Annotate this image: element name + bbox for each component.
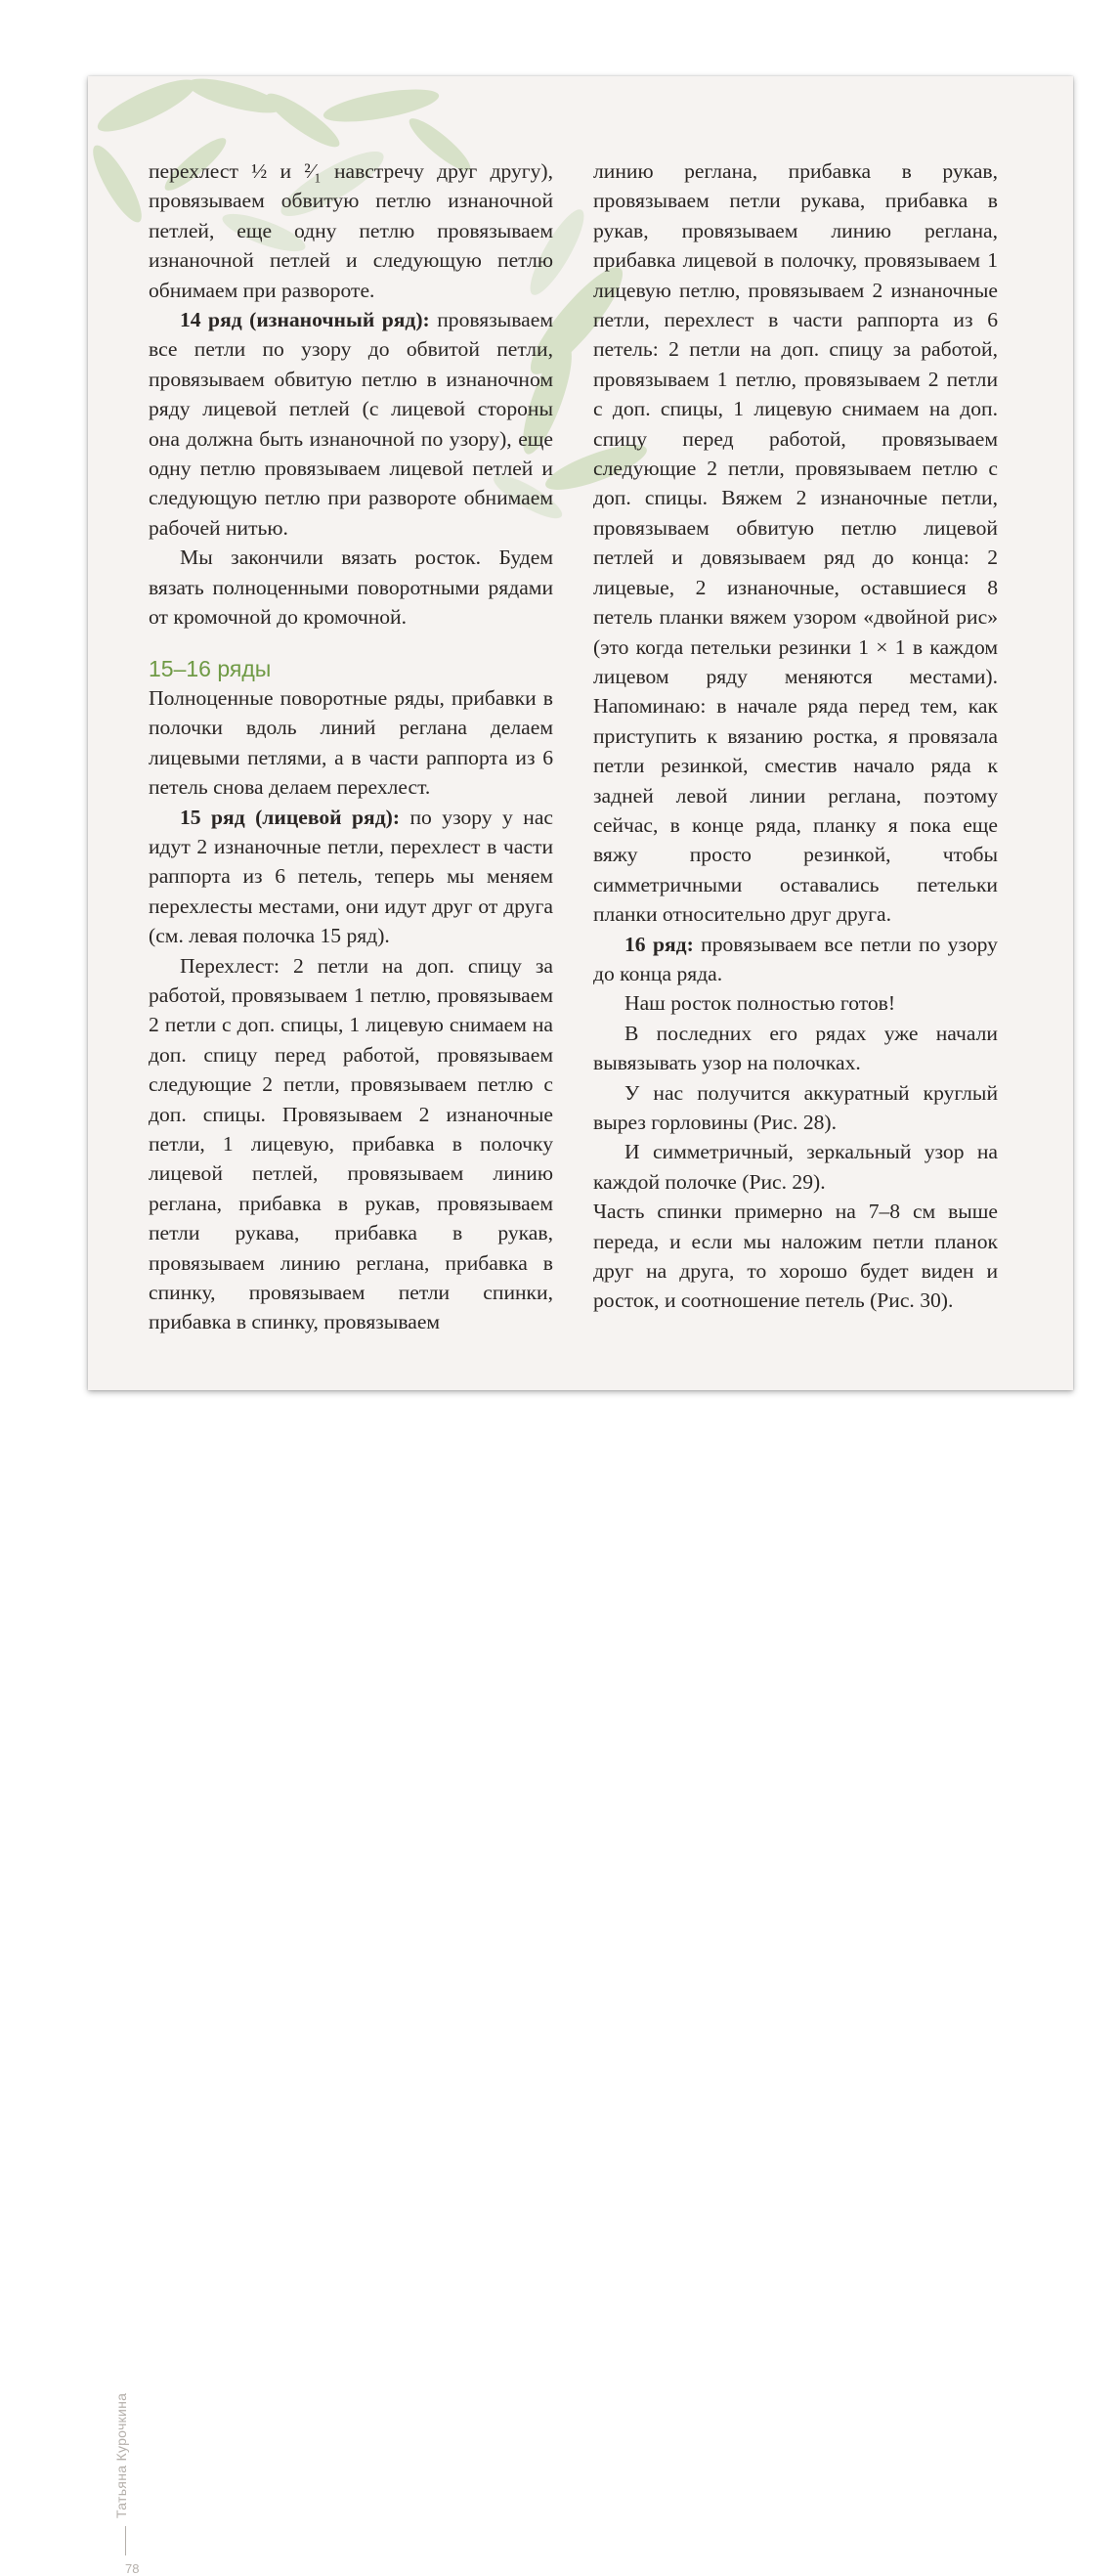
right-paragraph-6: И симметричный, зеркальный узор на каждой полочке (Рис. 29). xyxy=(593,1140,998,1194)
left-paragraph-4: Полноценные поворотные ряды, прибавки в полочки вдоль линий реглана делаем лицевыми петлями, а в части раппорта из 6 петель снова делаем перехлест. xyxy=(149,685,553,800)
left-paragraph-2 xyxy=(149,305,553,543)
left-paragraph-3: Мы закончили вязать росток. Будем вязать полноценными поворотными рядами от кромочной до кромочной. xyxy=(149,546,553,630)
row-14-text: провязываем все петли по узору до обвитой петли, провязываем обвитую петлю в изнаночном ряду лицевой петлей (с лицевой стороны она должна быть изнаночной по узору), еще одну петлю провязываем лицевой петлей и следующую петлю при развороте обнимаем рабочей нитью. xyxy=(149,308,553,540)
row-15-text: по узору у нас идут 2 изнаночные петли, перехлест в части раппорта из 6 петель, теперь мы меняем перехлесты местами, они идут друг от друга (см. левая полочка 15 ряд). xyxy=(149,805,553,948)
footer-rule xyxy=(125,2526,126,2555)
left-paragraph-5 xyxy=(149,803,553,951)
right-paragraph-1: линию реглана, прибавка в рукав, провязываем петли рукава, прибавка в рукав, провязываем линию реглана, прибавка лицевой в полочку, провязываем 1 лицевую петлю, провязываем 2 изнаночные петли, перехлест в части раппорта из 6 петель: 2 петли на доп. спицу за работой, провязываем 1 петлю, провязываем 2 петли с доп. спицы, 1 лицевую снимаем на доп. спицу перед работой, провязываем следующие 2 петли, провязываем петлю с доп. спицы. Вяжем 2 изнаночные петли, провязываем обвитую петлю лицевой петлей и довязываем ряд до конца: 2 лицевые, 2 изнаночные, оставшиеся 8 петель планки вяжем узором «двойной рис» (это когда петельки резинки 1 × 1 в каждом лицевом ряду меняются местами). Напоминаю: в начале ряда перед тем, как приступить к вязанию ростка, я провязала петли резинкой, сместив начало ряда к задней левой линии реглана, поэтому сейчас, в конце ряда, планку я пока еще вяжу просто резинкой, чтобы симметричными оставались петельки планки относительно друг друга. xyxy=(593,159,998,927)
right-paragraph-4: В последних его рядах уже начали вывязывать узор на полочках. xyxy=(593,1021,998,1075)
right-paragraph-3: Наш росток полностью готов! xyxy=(624,991,896,1016)
right-paragraph-7: Часть спинки примерно на 7–8 см выше переда, и если мы наложим петли планок друг на друга, то хорошо будет виден и росток, и соотношение петель (Рис. 30). xyxy=(593,1200,998,1313)
left-paragraph-1: перехлест ½ и ²⁄₁ навстречу друг другу), провязываем обвитую петлю изнаночной петлей, еще одну петлю провязываем изнаночной петлей и следующую петлю обнимаем при развороте. xyxy=(149,159,553,302)
book-page xyxy=(88,76,1073,2576)
section-heading: 15–16 ряды xyxy=(149,655,272,681)
left-paragraph-6: Перехлест: 2 петли на доп. спицу за работой, провязываем 1 петлю, провязываем 2 петли с доп. спицы, 1 лицевую снимаем на доп. спицу перед работой, провязываем следующие 2 петли, провязываем петлю с доп. спицы. Провязываем 2 изнаночные петли, 1 лицевую, прибавка в полочку лицевой петлей, провязываем линию реглана, прибавка в рукав, провязываем петли рукава, прибавка в рукав, провязываем линию реглана, прибавка в спинку, провязываем петли спинки, прибавка в спинку, провязываем xyxy=(149,953,553,1334)
right-paragraph-5: У нас получится аккуратный круглый вырез горловины (Рис. 28). xyxy=(593,1080,998,1134)
author-name: Татьяна Курочкина xyxy=(113,2392,129,2518)
left-column xyxy=(149,156,553,1337)
right-column xyxy=(593,156,998,1316)
row-14-lead: 14 ряд (изнаночный ряд): xyxy=(180,308,430,332)
row-16-text: провязываем все петли по узору до конца ряда. xyxy=(593,932,998,985)
row-16-lead: 16 ряд: xyxy=(624,932,694,956)
page-number: 78 xyxy=(125,2561,140,2576)
right-paragraph-2 xyxy=(593,930,998,989)
row-15-lead: 15 ряд (лицевой ряд): xyxy=(180,805,401,829)
